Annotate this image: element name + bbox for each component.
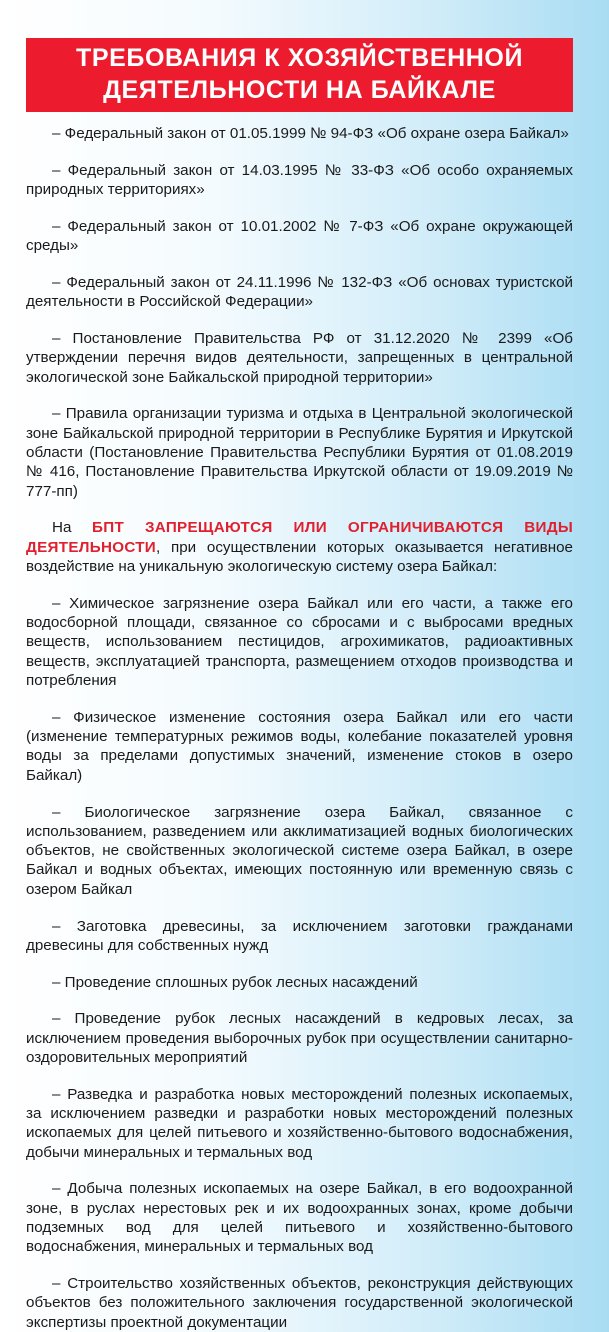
- activity-item: – Разведка и разработка новых месторождений полезных ископаемых, за исключением разведки и разработки новых месторождений полезных ископаемых для целей питьевого и хозяйственно-бытового водоснабжения, добычи минеральных и термальных вод: [26, 1085, 573, 1161]
- activity-item: – Строительство хозяйственных объектов, реконструкция действующих объектов без положительного заключения государственной экологической экспертизы проектной документации: [26, 1275, 573, 1331]
- prohibited-activities-heading: БПТ ЗАПРЕЩАЮТСЯ ИЛИ ОГРАНИЧИВАЮТСЯ ВИДЫ ДЕЯТЕЛЬНОСТИ: [26, 519, 573, 556]
- activity-item: – Биологическое загрязнение озера Байкал, связанное с использованием, разведением или акклиматизацией водных биологических объектов, не свойственных экологической системе озера Байкал, в озере Байкал и водных объектах, имеющих постоянную или временную связь с озером Байкал: [26, 803, 573, 898]
- title-line-1: ТРЕБОВАНИЯ К ХОЗЯЙСТВЕННОЙ: [75, 44, 524, 72]
- activity-item: – Проведение сплошных рубок лесных насаждений: [52, 973, 418, 991]
- activity-item: – Заготовка древесины, за исключением заготовки гражданами древесины для собственных нужд: [26, 917, 573, 954]
- activity-item: – Проведение рубок лесных насаждений в кедровых лесах, за исключением проведения выборочных рубок при осуществлении санитарно-оздоровительных мероприятий: [26, 1010, 573, 1066]
- activity-item: – Добыча полезных ископаемых на озере Байкал, в его водоохранной зоне, в руслах нерестовых рек и их водоохранных зонах, кроме добычи подземных вод для целей питьевого и хозяйственно-бытового водоснабжения, минеральных и термальных вод: [26, 1180, 573, 1256]
- activity-item: – Химическое загрязнение озера Байкал или его части, а также его водосборной площади, связанное со сбросами и с выбросами вредных веществ, использованием пестицидов, агрохимикатов, радиоактивных веществ, эксплуатацией транспорта, размещением отходов производства и потребления: [26, 594, 573, 690]
- law-item: – Федеральный закон от 14.03.1995 № 33-ФЗ «Об особо охраняемых природных территориях»: [26, 161, 573, 199]
- activity-item: – Физическое изменение состояния озера Байкал или его части (изменение температурных режимов воды, колебание показателей уровня воды за пределами допустимых значений, изменение стоков в озеро Байкал): [26, 708, 573, 784]
- intro-paragraph: [26, 518, 573, 576]
- law-item: – Постановление Правительства РФ от 31.12.2020 № 2399 «Об утверждении перечня видов деятельности, запрещенных в центральной экологической зоне Байкальской природной территории»: [26, 330, 573, 386]
- title-line-2: ДЕЯТЕЛЬНОСТИ НА БАЙКАЛЕ: [103, 76, 496, 104]
- law-item: – Федеральный закон от 01.05.1999 № 94-ФЗ «Об охране озера Байкал»: [52, 125, 569, 142]
- intro-suffix: , при осуществлении которых оказывается негативное воздействие на уникальную экологическую систему озера Байкал:: [26, 538, 573, 576]
- intro-prefix: На: [52, 519, 93, 537]
- law-item: – Правила организации туризма и отдыха в Центральной экологической зоне Байкальской природной территории в Республике Бурятия и Иркутской области (Постановление Правительства Республики Бурятия от 01.08.2019 № 416, Постановление Правительства Иркутской области от 19.09.2019 № 777-пп): [26, 405, 573, 500]
- document-body: [26, 124, 573, 1332]
- title-banner: [26, 38, 573, 112]
- law-item: – Федеральный закон от 24.11.1996 № 132-ФЗ «Об основах туристской деятельности в Российской Федерации»: [26, 273, 573, 311]
- law-item: – Федеральный закон от 10.01.2002 № 7-ФЗ «Об охране окружающей среды»: [26, 217, 573, 255]
